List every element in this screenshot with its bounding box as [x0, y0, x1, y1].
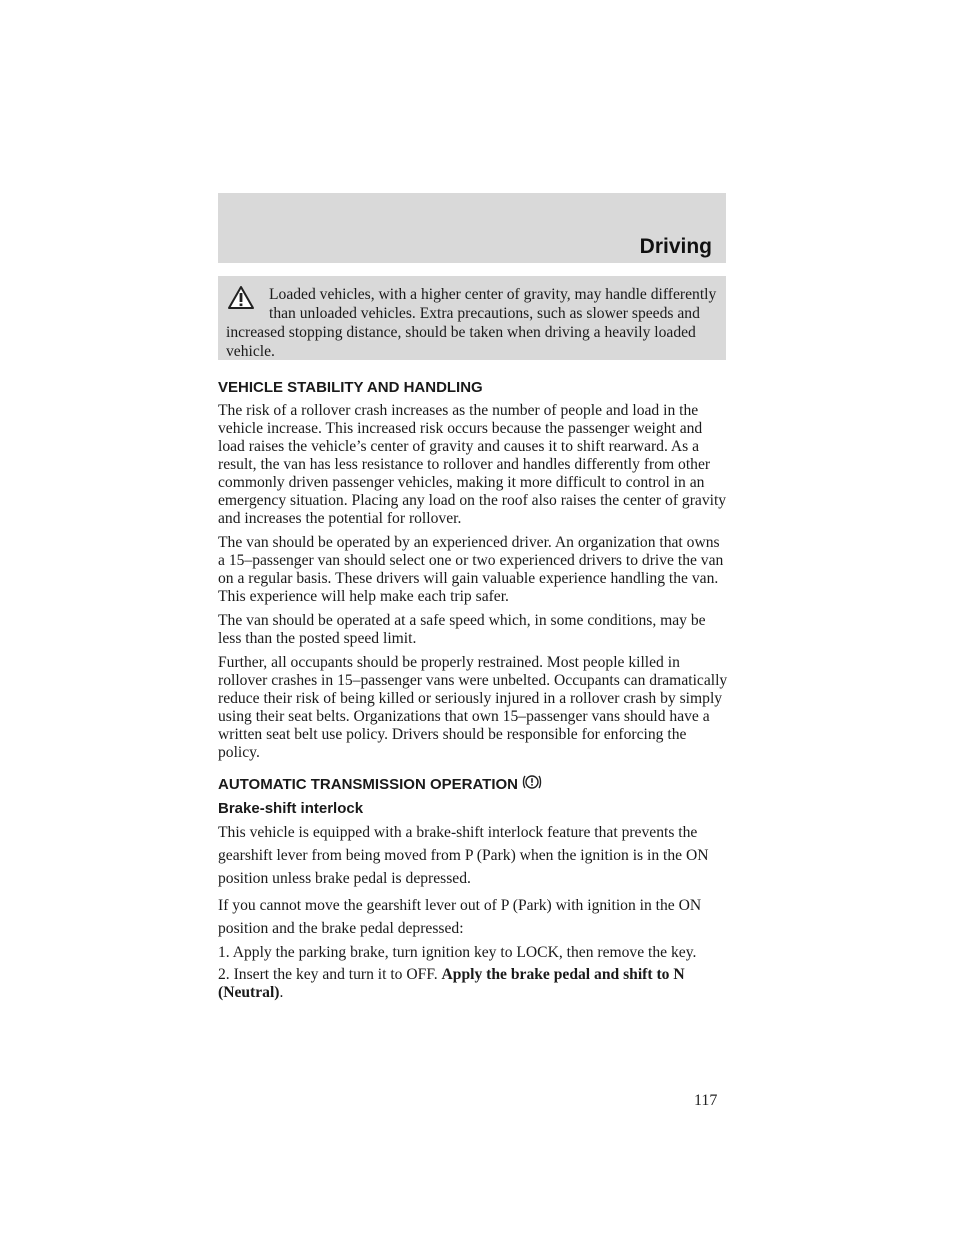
stability-paragraph-1: The risk of a rollover crash increases as the number of people and load in the vehicle increase. This increased risk occurs because the passenger weight and load raises the vehicle’s center of gravity and causes it to shift rearward. As a result, the van has less resistance to rollover and handles differently from other commonly driven passenger vehicles, making it more difficult to control in an emergency situation. Placing any load on the roof also raises the center of gravity and increases the potential for rollover. — [218, 402, 727, 527]
stability-paragraph-4: Further, all occupants should be properly restrained. Most people killed in rollover crashes in 15–passenger vans were unbelted. Occupants can dramatically reduce their risk of being killed or seriously injured in a rollover crash by simply using their seat belts. Organizations that own 15–passenger vans should have a written seat belt use policy. Drivers should be responsible for enforcing the policy. — [218, 654, 728, 761]
transmission-heading-text: AUTOMATIC TRANSMISSION OPERATION — [218, 776, 518, 793]
service-warning-icon — [521, 772, 543, 792]
section-title: Driving — [639, 235, 712, 258]
page-content — [218, 378, 728, 1006]
interlock-subheading: Brake-shift interlock — [218, 800, 364, 817]
interlock-step-1: 1. Apply the parking brake, turn ignition key to LOCK, then remove the key. — [218, 944, 697, 961]
stability-heading: VEHICLE STABILITY AND HANDLING — [218, 379, 483, 396]
stability-paragraph-2: The van should be operated by an experienced driver. An organization that owns a 15–passenger van should select one or two experienced drivers to drive the van on a regular basis. These drivers will gain valuable experience handling the van. This experience will help make each trip safer. — [218, 534, 724, 605]
page-number: 117 — [694, 1092, 718, 1109]
step-2-text: 2. Insert the key and turn it to OFF. — [218, 966, 442, 983]
step-2-end: . — [279, 984, 284, 1001]
transmission-heading — [218, 772, 728, 794]
stability-paragraph-3: The van should be operated at a safe speed which, in some conditions, may be less than the posted speed limit. — [218, 612, 706, 647]
warning-box — [218, 276, 726, 360]
interlock-paragraph-2: If you cannot move the gearshift lever out of P (Park) with ignition in the ON position and the brake pedal depressed: — [218, 897, 702, 937]
warning-text: Loaded vehicles, with a higher center of gravity, may handle differently than unloaded vehicles. Extra precautions, such as slower speeds and increased stopping distance, should be taken when driving a heavily loaded vehicle. — [226, 286, 717, 360]
transmission-section — [218, 772, 728, 1002]
interlock-step-2 — [218, 966, 728, 1002]
section-header — [218, 193, 726, 263]
interlock-paragraph-1: This vehicle is equipped with a brake-shift interlock feature that prevents the gearshift lever from being moved from P (Park) when the ignition is in the ON position unless brake pedal is depressed. — [218, 824, 709, 887]
step-2-bold-text: Apply the brake pedal and shift to N (Neutral) — [218, 966, 685, 1001]
